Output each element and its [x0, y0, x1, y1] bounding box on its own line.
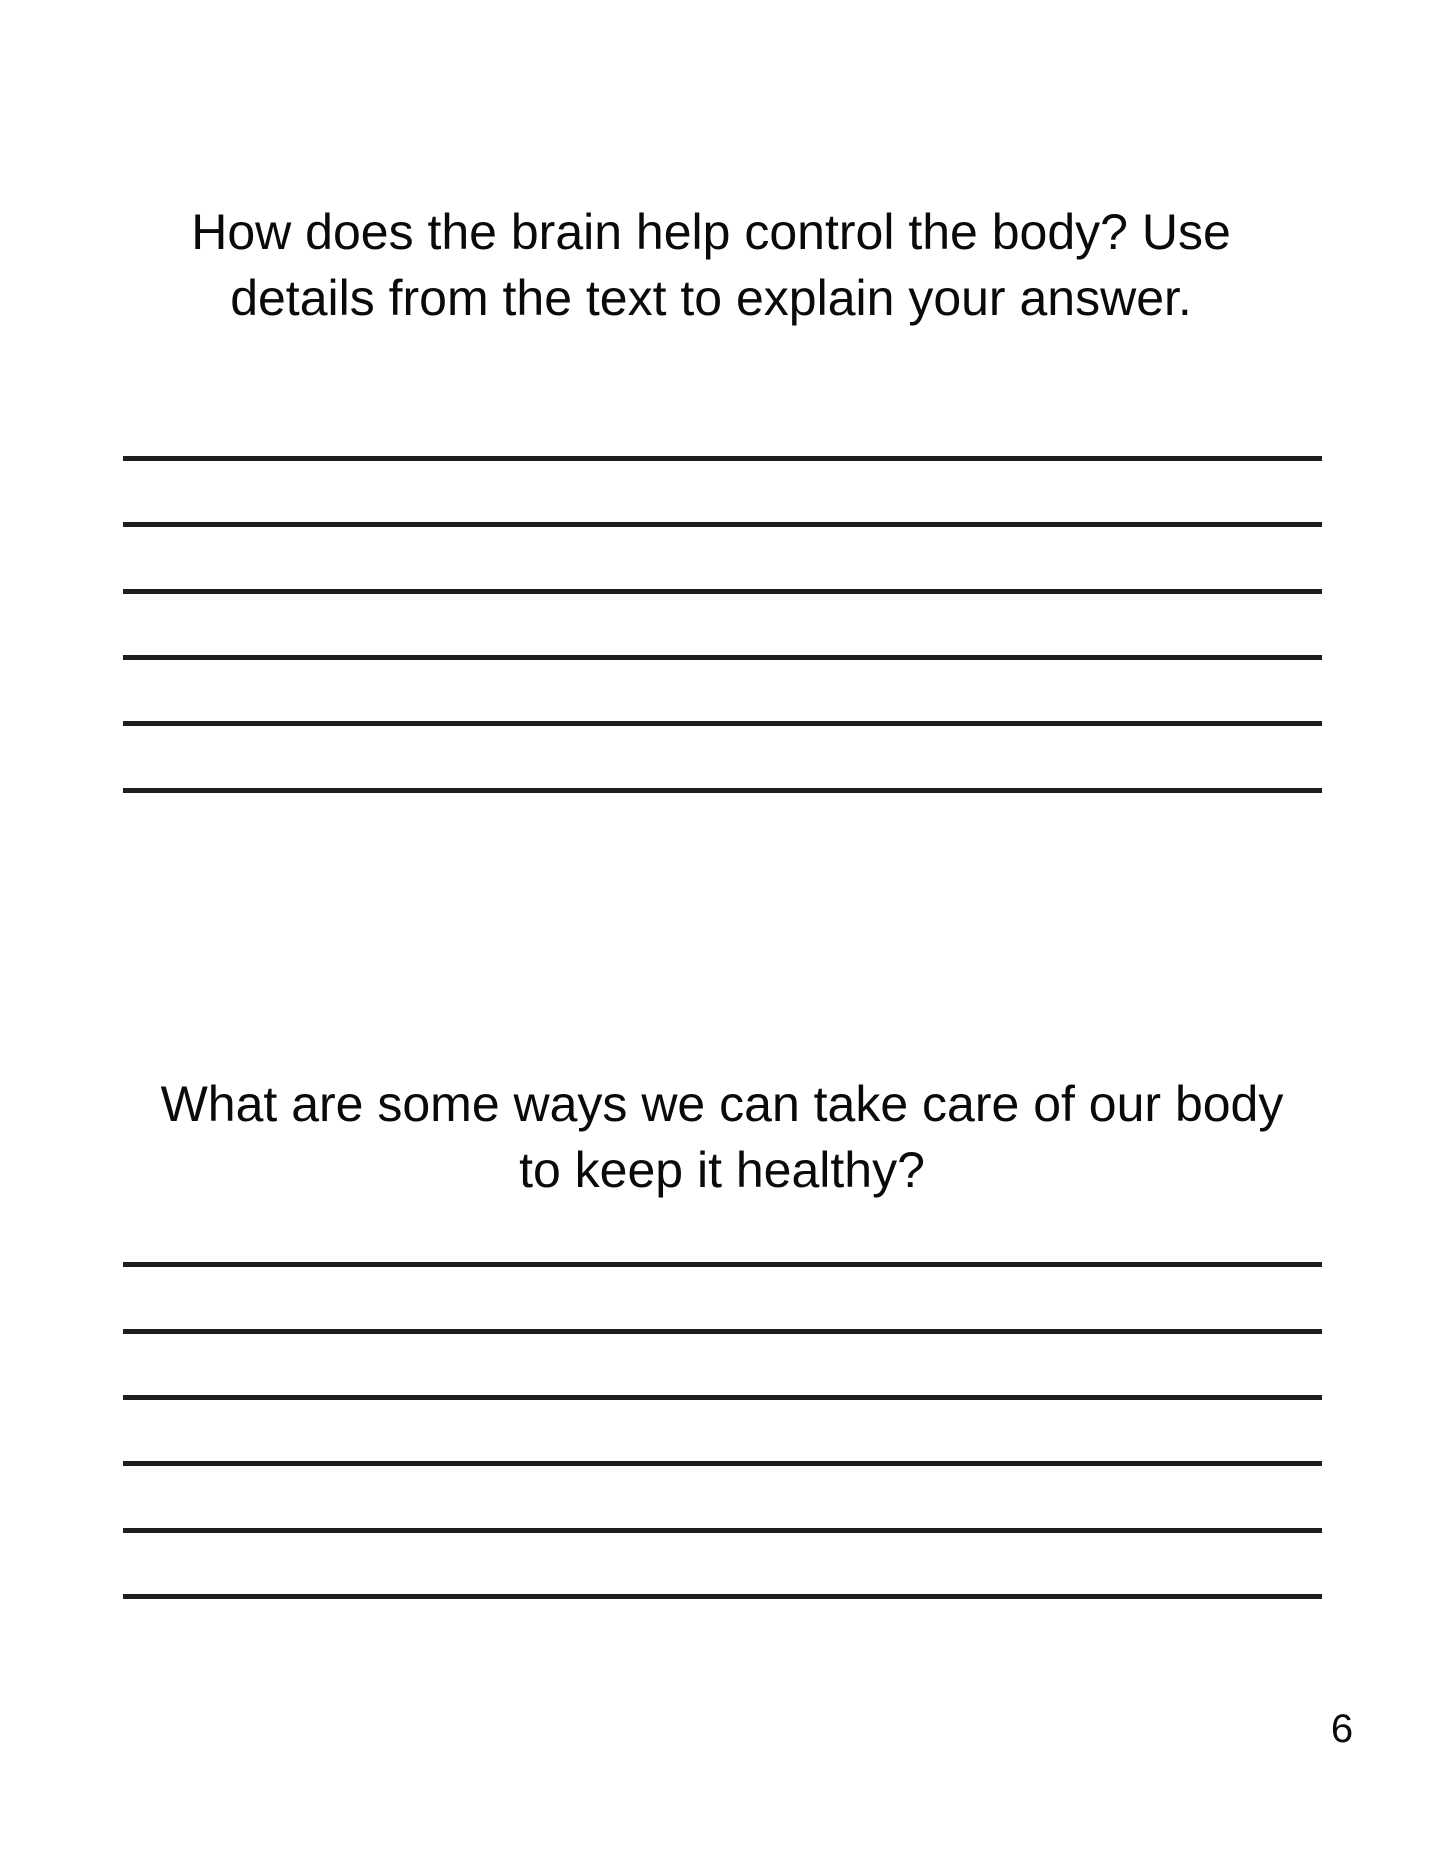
answer-line[interactable]	[123, 1329, 1322, 1334]
page-number: 6	[1330, 1707, 1354, 1751]
question-2-line-2: to keep it healthy?	[519, 1142, 925, 1198]
question-1-line-1: How does the brain help control the body? Use	[191, 204, 1231, 260]
answer-line[interactable]	[123, 655, 1322, 660]
answer-line[interactable]	[123, 721, 1322, 726]
question-2	[122, 1071, 1322, 1203]
answer-line[interactable]	[123, 1395, 1322, 1400]
answer-line[interactable]	[123, 1461, 1322, 1466]
question-1-line-2: details from the text to explain your answer.	[230, 270, 1192, 326]
answer-line[interactable]	[123, 1528, 1322, 1533]
answer-line[interactable]	[123, 522, 1322, 527]
answer-line[interactable]	[123, 456, 1322, 461]
answer-line[interactable]	[123, 1262, 1322, 1267]
answer-line[interactable]	[123, 788, 1322, 793]
question-1	[111, 199, 1311, 331]
question-2-line-1: What are some ways we can take care of our body	[160, 1076, 1284, 1132]
answer-line[interactable]	[123, 1594, 1322, 1599]
answer-line[interactable]	[123, 589, 1322, 594]
